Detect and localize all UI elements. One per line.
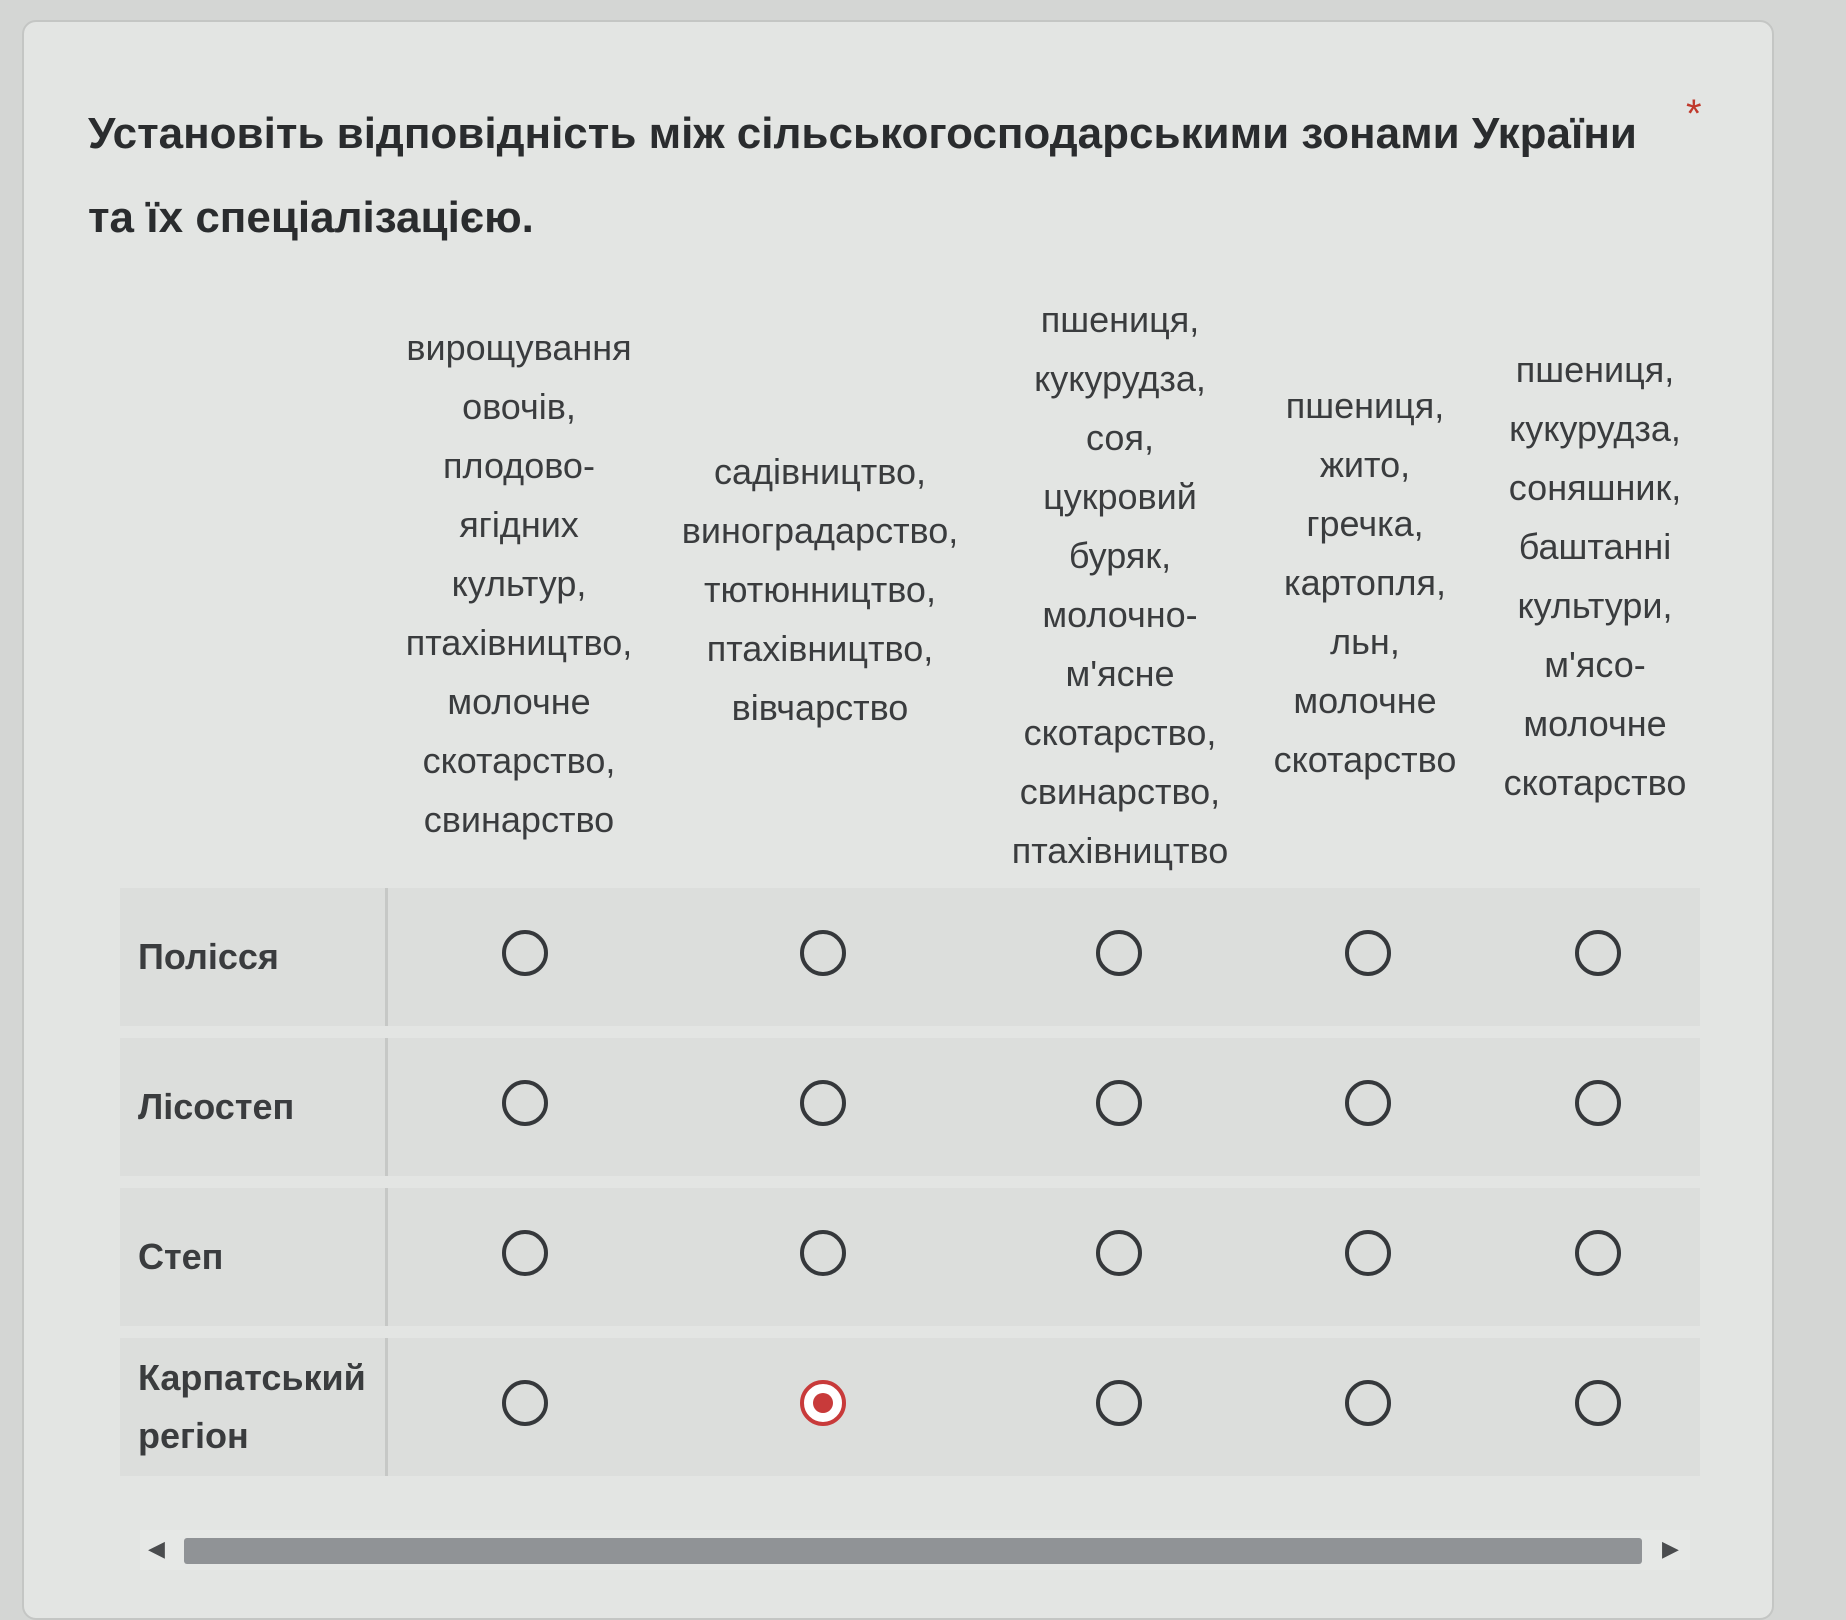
horizontal-scrollbar[interactable] [140, 1530, 1690, 1570]
row-label: Лісостеп [120, 1038, 388, 1176]
grid-row-karpatskyi [120, 1338, 1700, 1476]
column-header-1: вирощування овочів, плодово- ягідних культур, птахівництво, молочне скотарство, свинарство [405, 327, 633, 840]
radio-option[interactable] [502, 1380, 548, 1426]
question-title: Установіть відповідність між сільськогосподарськими зонами України та їх спеціалізацією. [88, 109, 1637, 242]
grid-row-lisostep [120, 1038, 1700, 1176]
radio-option[interactable] [1345, 930, 1391, 976]
row-label: Полісся [120, 888, 388, 1026]
radio-option[interactable] [1575, 1080, 1621, 1126]
column-header-3: пшениця, кукурудза, соя, цукровий буряк, молочно- м'ясне скотарство, свинарство, птахівництво [1011, 299, 1229, 871]
row-label: Степ [120, 1188, 388, 1326]
chevron-right-icon[interactable]: ▶ [1662, 1536, 1679, 1561]
radio-option[interactable] [502, 1230, 548, 1276]
radio-option[interactable] [502, 1080, 548, 1126]
radio-option[interactable] [1096, 1080, 1142, 1126]
column-header-2: садівництво, виноградарство, тютюнництво, птахівництво, вівчарство [681, 451, 959, 728]
radio-option[interactable] [1345, 1080, 1391, 1126]
radio-option[interactable] [1096, 1230, 1142, 1276]
radio-option[interactable] [1345, 1380, 1391, 1426]
radio-option[interactable] [1575, 1380, 1621, 1426]
required-asterisk: * [1686, 92, 1702, 136]
radio-option[interactable] [502, 930, 548, 976]
chevron-left-icon[interactable]: ◀ [148, 1536, 165, 1561]
radio-option[interactable] [1575, 1230, 1621, 1276]
radio-option[interactable] [800, 930, 846, 976]
column-header-4: пшениця, жито, гречка, картопля, льн, молочне скотарство [1273, 385, 1457, 780]
grid-row-step [120, 1188, 1700, 1326]
grid-row-polissia [120, 888, 1700, 1026]
radio-option[interactable] [1096, 1380, 1142, 1426]
column-header-5: пшениця, кукурудза, соняшник, баштанні культури, м'ясо- молочне скотарство [1503, 349, 1687, 803]
radio-option[interactable] [1096, 930, 1142, 976]
radio-option-selected[interactable] [800, 1380, 846, 1426]
radio-option[interactable] [1345, 1230, 1391, 1276]
radio-option[interactable] [800, 1230, 846, 1276]
row-label: Карпатський регіон [120, 1338, 388, 1476]
radio-option[interactable] [1575, 930, 1621, 976]
scrollbar-thumb[interactable] [184, 1538, 1642, 1564]
radio-option[interactable] [800, 1080, 846, 1126]
choice-grid [120, 888, 1700, 1488]
